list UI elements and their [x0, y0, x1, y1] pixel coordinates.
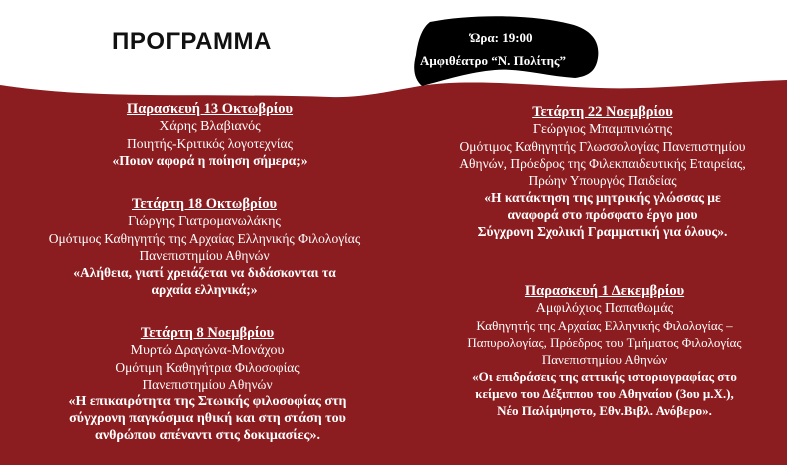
event-speaker-role: Ομότιμος Καθηγητής της Αρχαίας Ελληνικής Φιλολογίας — [48, 231, 361, 246]
event-talk-title: αρχαία ελληνικά;» — [151, 282, 258, 297]
event-speaker-role: Αθηνών, Πρόεδρος της Φιλεκπαιδευτικής Εταιρείας, — [459, 156, 746, 171]
event-talk-title: «Η κατάκτηση της μητρικής γλώσσας με — [484, 190, 721, 205]
event-speaker-role: Καθηγητής της Αρχαίας Ελληνικής Φιλολογίας – — [476, 318, 733, 333]
event-speaker-role: Πρώην Υπουργός Παιδείας — [528, 173, 677, 188]
event-speaker-role: Ομότιμη Καθηγήτρια Φιλοσοφίας — [115, 360, 300, 375]
event-date: Παρασκευή 13 Οκτωβρίου — [126, 101, 294, 117]
event-block-4 — [430, 104, 775, 240]
event-speaker: Γιώργης Γιατρομανωλάκης — [128, 214, 281, 229]
event-speaker-role: Πανεπιστημίου Αθηνών — [139, 248, 270, 263]
event-date: Παρασκευή 1 Δεκεμβρίου — [524, 283, 685, 299]
event-block-1 — [40, 101, 380, 169]
event-speaker-role: Ομότιμος Καθηγητής Γλωσσολογίας Πανεπιστημίου — [459, 139, 746, 154]
event-speaker: Γεώργιος Μπαμπινιώτης — [532, 122, 673, 137]
event-talk-title: «Ποιον αφορά η ποίηση σήμερα;» — [112, 153, 308, 168]
event-venue: Αμφιθέατρο “Ν. Πολίτης” — [420, 53, 566, 68]
event-block-2 — [12, 196, 397, 298]
event-talk-title: ανθρώπου απέναντι στις δοκιμασίες». — [95, 428, 320, 443]
event-talk-title: «Η επικαιρότητα της Στωικής φιλοσοφίας στη — [68, 394, 347, 409]
event-speaker: Αμφιλόχιος Παπαθωμάς — [535, 301, 674, 316]
event-talk-title: «Οι επιδράσεις της αττικής ιστοριογραφίας στο — [472, 369, 737, 384]
event-block-5 — [432, 283, 777, 419]
event-speaker-role: Πανεπιστημίου Αθηνών — [142, 377, 273, 392]
event-talk-title: αναφορά στο πρόσφατο έργο μου — [507, 207, 698, 222]
event-talk-title: Νέο Παλίμψηστο, Εθν.Βιβλ. Ανόβερο». — [497, 403, 712, 418]
event-date: Τετάρτη 18 Οκτωβρίου — [131, 196, 278, 212]
event-speaker-role: Ποιητής-Κριτικός λογοτεχνίας — [127, 136, 293, 151]
event-time: Ώρα: 19:00 — [470, 30, 533, 45]
event-date: Τετάρτη 22 Νοεμβρίου — [532, 104, 673, 120]
event-talk-title: «Αλήθεια, γιατί χρειάζεται να διδάσκονται τα — [73, 265, 336, 280]
event-talk-title: κείμενο του Δέξιππου του Αθηναίου (3ου μ.Χ.), — [475, 386, 734, 401]
event-talk-title: Σύγχρονη Σχολική Γραμματική για όλους». — [477, 224, 728, 239]
event-block-3 — [20, 325, 395, 444]
page-title: ΠΡΟΓΡΑΜΜΑ — [112, 28, 272, 55]
event-speaker-role: Πανεπιστημίου Αθηνών — [541, 352, 668, 367]
event-speaker-role: Παπυρολογίας, Πρόεδρος του Τμήματος Φιλολογίας — [467, 335, 742, 350]
event-speaker: Χάρης Βλαβιανός — [159, 119, 261, 134]
event-speaker: Μυρτώ Δραγώνα-Μονάχου — [130, 343, 285, 358]
event-date: Τετάρτη 8 Νοεμβρίου — [140, 325, 275, 341]
event-talk-title: σύγχρονη παγκόσμια ηθική και στη στάση του — [69, 411, 346, 426]
